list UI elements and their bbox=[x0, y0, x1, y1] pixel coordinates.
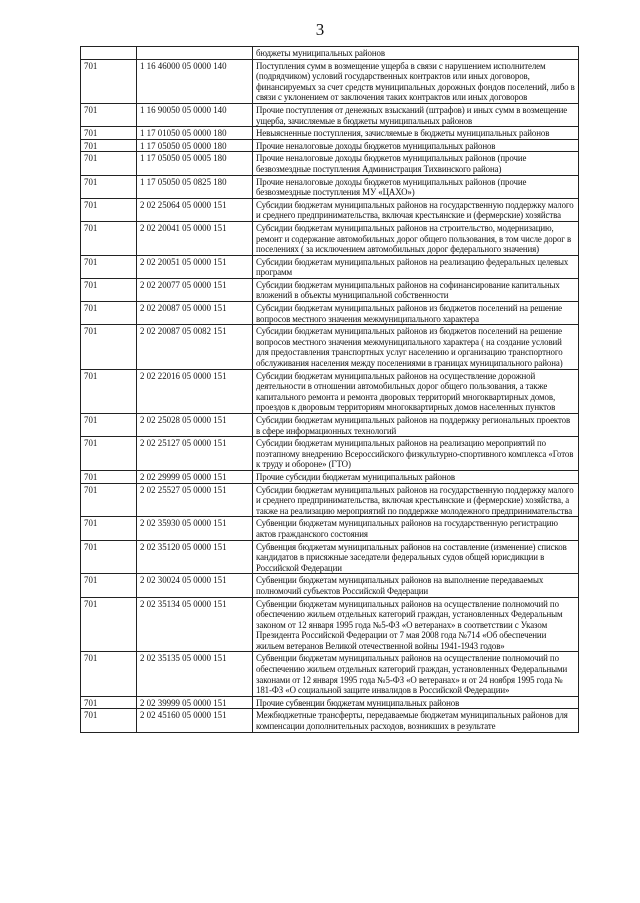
table-row bbox=[81, 369, 579, 413]
description-cell: Субсидии бюджетам муниципальных районов на государственную поддержку малого и среднего предпринимательства, включая крестьянские и (фермерские) хозяйства, а также на реализацию мероприятий по поддержке молодежного предпринимательства bbox=[253, 483, 579, 517]
description-cell: бюджеты муниципальных районов bbox=[253, 47, 579, 60]
table-row bbox=[81, 302, 579, 325]
table-row bbox=[81, 652, 579, 696]
budget-code-cell: 2 02 20051 05 0000 151 bbox=[137, 255, 253, 278]
table-row bbox=[81, 470, 579, 483]
table-row bbox=[81, 437, 579, 471]
budget-code-cell: 2 02 35135 05 0000 151 bbox=[137, 652, 253, 696]
table-row bbox=[81, 127, 579, 140]
budget-code-cell: 2 02 30024 05 0000 151 bbox=[137, 574, 253, 597]
description-cell: Субвенции бюджетам муниципальных районов на осуществление полномочий по обеспечению жильем отдельных категорий граждан, установленных Федеральным законом от 12 января 1995 года №5-ФЗ «О ветеранах» в соответствии с Указом Президента Российской Федерации от 7 мая 2008 года №714 «Об обеспечении жильем ветеранов Великой отечественной войны 1941-1943 годов» bbox=[253, 597, 579, 652]
table-row bbox=[81, 696, 579, 709]
table-row bbox=[81, 540, 579, 574]
admin-code-cell: 701 bbox=[81, 574, 137, 597]
admin-code-cell: 701 bbox=[81, 103, 137, 126]
admin-code-cell: 701 bbox=[81, 175, 137, 198]
admin-code-cell: 701 bbox=[81, 127, 137, 140]
page-number: 3 bbox=[315, 20, 325, 39]
description-cell: Субвенция бюджетам муниципальных районов на составление (изменение) списков кандидатов в присяжные заседатели федеральных судов общей юрисдикции в Российской Федерации bbox=[253, 540, 579, 574]
budget-code-cell: 2 02 20087 05 0000 151 bbox=[137, 302, 253, 325]
table-row bbox=[81, 198, 579, 221]
admin-code-cell: 701 bbox=[81, 152, 137, 175]
description-cell: Субсидии бюджетам муниципальных районов на государственную поддержку малого и среднего предпринимательства, включая крестьянские и (фермерские) хозяйства bbox=[253, 198, 579, 221]
table-row bbox=[81, 325, 579, 369]
budget-code-cell: 2 02 22016 05 0000 151 bbox=[137, 369, 253, 413]
description-cell: Поступления сумм в возмещение ущерба в связи с нарушением исполнителем (подрядчиком) условий государственных контрактов или иных договоров, финансируемых за счет средств муниципальных дорожных фондов поселений, либо в связи с уклонением от заключения таких контрактов или иных договоров bbox=[253, 59, 579, 103]
admin-code-cell: 701 bbox=[81, 139, 137, 152]
budget-code-cell: 1 17 01050 05 0000 180 bbox=[137, 127, 253, 140]
description-cell: Субсидии бюджетам муниципальных районов на осуществление дорожной деятельности в отношении автомобильных дорог общего пользования, а также капитального ремонта и ремонта дворовых территорий многоквартирных домов, проездов к дворовым территориям многоквартирных домов населенных пунктов bbox=[253, 369, 579, 413]
budget-code-cell: 2 02 20077 05 0000 151 bbox=[137, 278, 253, 301]
budget-code-cell: 2 02 25127 05 0000 151 bbox=[137, 437, 253, 471]
budget-code-cell: 2 02 20087 05 0082 151 bbox=[137, 325, 253, 369]
table-row bbox=[81, 221, 579, 255]
budget-code-cell: 2 02 25064 05 0000 151 bbox=[137, 198, 253, 221]
description-cell: Субсидии бюджетам муниципальных районов на поддержку региональных проектов в сфере информационных технологий bbox=[253, 414, 579, 437]
table-row bbox=[81, 103, 579, 126]
admin-code-cell: 701 bbox=[81, 59, 137, 103]
admin-code-cell: 701 bbox=[81, 198, 137, 221]
admin-code-cell: 701 bbox=[81, 709, 137, 732]
table-row bbox=[81, 59, 579, 103]
table-row bbox=[81, 175, 579, 198]
admin-code-cell: 701 bbox=[81, 597, 137, 652]
description-cell: Субсидии бюджетам муниципальных районов на реализацию мероприятий по поэтапному внедрению Всероссийского физкультурно-спортивного комплекса «Готов к труду и обороне» (ГТО) bbox=[253, 437, 579, 471]
description-cell: Прочие неналоговые доходы бюджетов муниципальных районов bbox=[253, 139, 579, 152]
budget-code-cell: 1 16 46000 05 0000 140 bbox=[137, 59, 253, 103]
admin-code-cell: 701 bbox=[81, 483, 137, 517]
admin-code-cell: 701 bbox=[81, 652, 137, 696]
description-cell: Субсидии бюджетам муниципальных районов на строительство, модернизацию, ремонт и содержание автомобильных дорог общего пользования, в том числе дорог в поселениях ( за исключением автомобильных дорог федерального значения) bbox=[253, 221, 579, 255]
table-row bbox=[81, 414, 579, 437]
budget-code-cell: 2 02 35120 05 0000 151 bbox=[137, 540, 253, 574]
budget-code-cell: 2 02 20041 05 0000 151 bbox=[137, 221, 253, 255]
description-cell: Субсидии бюджетам муниципальных районов на софинансирование капитальных вложений в объекты муниципальной собственности bbox=[253, 278, 579, 301]
description-cell: Прочие субсидии бюджетам муниципальных районов bbox=[253, 470, 579, 483]
budget-code-cell: 1 17 05050 05 0005 180 bbox=[137, 152, 253, 175]
description-cell: Прочие неналоговые доходы бюджетов муниципальных районов (прочие безвозмездные поступления МУ «ЦАХО») bbox=[253, 175, 579, 198]
table-row bbox=[81, 278, 579, 301]
admin-code-cell: 701 bbox=[81, 325, 137, 369]
budget-code-cell: 2 02 25527 05 0000 151 bbox=[137, 483, 253, 517]
description-cell: Прочие поступления от денежных взысканий (штрафов) и иных сумм в возмещение ущерба, зачисляемые в бюджеты муниципальных районов bbox=[253, 103, 579, 126]
budget-code-cell: 2 02 39999 05 0000 151 bbox=[137, 696, 253, 709]
admin-code-cell: 701 bbox=[81, 369, 137, 413]
admin-code-cell: 701 bbox=[81, 255, 137, 278]
budget-code-cell: 1 16 90050 05 0000 140 bbox=[137, 103, 253, 126]
description-cell: Субвенции бюджетам муниципальных районов на выполнение передаваемых полномочий субъектов Российской Федерации bbox=[253, 574, 579, 597]
table-row bbox=[81, 483, 579, 517]
admin-code-cell: 701 bbox=[81, 302, 137, 325]
admin-code-cell: 701 bbox=[81, 517, 137, 540]
table-row bbox=[81, 255, 579, 278]
budget-code-cell: 2 02 35930 05 0000 151 bbox=[137, 517, 253, 540]
budget-code-cell: 2 02 45160 05 0000 151 bbox=[137, 709, 253, 732]
admin-code-cell: 701 bbox=[81, 278, 137, 301]
table-row bbox=[81, 574, 579, 597]
description-cell: Субвенции бюджетам муниципальных районов на государственную регистрацию актов гражданского состояния bbox=[253, 517, 579, 540]
table-row bbox=[81, 517, 579, 540]
table-row bbox=[81, 597, 579, 652]
description-cell: Прочие неналоговые доходы бюджетов муниципальных районов (прочие безвозмездные поступления Администрация Тихвинского района) bbox=[253, 152, 579, 175]
budget-code-cell: 1 17 05050 05 0000 180 bbox=[137, 139, 253, 152]
budget-code-cell: 2 02 35134 05 0000 151 bbox=[137, 597, 253, 652]
description-cell: Субсидии бюджетам муниципальных районов на реализацию федеральных целевых программ bbox=[253, 255, 579, 278]
revenue-codes-table bbox=[80, 46, 579, 733]
description-cell: Субсидии бюджетам муниципальных районов из бюджетов поселений на решение вопросов местного значения межмуниципального характера bbox=[253, 302, 579, 325]
table-row bbox=[81, 139, 579, 152]
description-cell: Невыясненные поступления, зачисляемые в бюджеты муниципальных районов bbox=[253, 127, 579, 140]
description-cell: Субсидии бюджетам муниципальных районов из бюджетов поселений на решение вопросов местного значения межмуниципального характера ( на создание условий для предоставления транспортных услуг населению и организацию транспортного обслуживания населения между поселениями в границах муниципального района) bbox=[253, 325, 579, 369]
admin-code-cell: 701 bbox=[81, 696, 137, 709]
budget-code-cell: 1 17 05050 05 0825 180 bbox=[137, 175, 253, 198]
table-row bbox=[81, 152, 579, 175]
table-row bbox=[81, 709, 579, 732]
description-cell: Субвенции бюджетам муниципальных районов на осуществление полномочий по обеспечению жильем отдельных категорий граждан, установленных Федеральными законами от 12 января 1995 года №5-ФЗ «О ветеранах» и от 24 ноября 1995 года № 181-ФЗ «О социальной защите инвалидов в Российской Федерации» bbox=[253, 652, 579, 696]
budget-code-cell bbox=[137, 47, 253, 60]
budget-code-cell: 2 02 25028 05 0000 151 bbox=[137, 414, 253, 437]
admin-code-cell: 701 bbox=[81, 221, 137, 255]
admin-code-cell: 701 bbox=[81, 414, 137, 437]
admin-code-cell: 701 bbox=[81, 540, 137, 574]
table-row bbox=[81, 47, 579, 60]
budget-code-cell: 2 02 29999 05 0000 151 bbox=[137, 470, 253, 483]
admin-code-cell: 701 bbox=[81, 470, 137, 483]
admin-code-cell bbox=[81, 47, 137, 60]
description-cell: Межбюджетные трансферты, передаваемые бюджетам муниципальных районов для компенсации дополнительных расходов, возникших в результате bbox=[253, 709, 579, 732]
admin-code-cell: 701 bbox=[81, 437, 137, 471]
description-cell: Прочие субвенции бюджетам муниципальных районов bbox=[253, 696, 579, 709]
